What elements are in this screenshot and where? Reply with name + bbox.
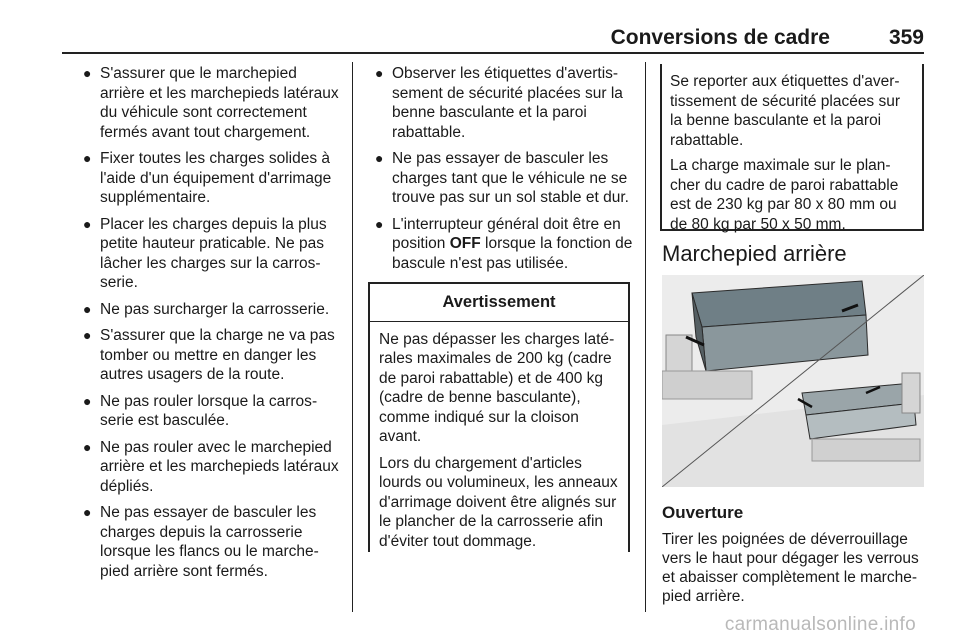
warning-title: Avertissement [370, 284, 628, 322]
list-item: ● L'interrupteur général doit être en position OFF lorsque la fonction de bascule n'est pas utilisée. [375, 215, 633, 272]
note-paragraph-1: Se reporter aux étiquettes d'avertissement de sécurité placées sur la benne basculante et la paroi rabattable. [670, 73, 901, 149]
bullet-icon: ● [83, 150, 92, 166]
switch-position-off: OFF [449, 235, 481, 252]
bullet-list-2 [372, 64, 634, 273]
warning-paragraph-2: Lors du chargement d'articles lourds ou volumineux, les anneaux d'arrimage doivent être alignés sur le plancher de la carrosserie afin d'éviter tout dommage. [379, 454, 618, 550]
list-item: ● Ne pas essayer de basculer les charges depuis la carrosserie lorsque les flancs ou le marchepied arrière sont fermés. [83, 504, 319, 580]
bullet-icon: ● [83, 300, 92, 317]
note-box [660, 64, 924, 231]
list-item: ● Ne pas rouler lorsque la carrosserie est basculée. [83, 392, 318, 429]
header-rule [62, 52, 924, 54]
list-item: ● Ne pas essayer de basculer les charges tant que le véhicule ne se trouve pas sur un sol stable et dur. [375, 150, 629, 206]
bullet-icon: ● [83, 504, 92, 520]
warning-box [368, 282, 630, 552]
list-item: ● Ne pas surcharger la carrosserie. [83, 300, 330, 318]
warning-paragraph-1: Ne pas dépasser les charges latérales maximales de 200 kg (cadre de paroi rabattable) et de 400 kg (cadre de benne basculante), comme indiqué sur la cloison avant. [379, 330, 615, 445]
page-number: 359 [888, 26, 924, 49]
subsection-body: Tirer les poignées de déverrouillage vers le haut pour dégager les verrous et abaisser complètement le marchepied arrière. [662, 531, 919, 605]
list-item: ● Observer les étiquettes d'avertissement de sécurité placées sur la benne basculante et la paroi rabattable. [375, 65, 623, 141]
page-title: Conversions de cadre [610, 26, 830, 49]
column-2 [372, 64, 634, 280]
page-header [0, 0, 960, 56]
bullet-icon: ● [83, 327, 92, 343]
list-item: ● Fixer toutes les charges solides à l'aide d'un équipement d'arrimage supplémentaire. [83, 150, 332, 206]
bullet-icon: ● [375, 150, 384, 166]
column-1 [80, 64, 342, 588]
bullet-icon: ● [83, 65, 92, 81]
list-item: ● S'assurer que le marchepied arrière et les marchepieds latéraux du véhicule sont correctement fermés avant tout chargement. [83, 65, 339, 141]
bullet-list-1 [80, 64, 342, 581]
watermark[interactable]: carmanualsonline.info [724, 614, 916, 635]
list-item: ● Ne pas rouler avec le marchepied arrière et les marchepieds latéraux dépliés. [83, 438, 339, 495]
bullet-icon: ● [83, 438, 92, 455]
column-divider-2 [645, 62, 646, 612]
list-item: ● Placer les charges depuis la plus petite hauteur praticable. Ne pas lâcher les charges sur la carrosserie. [83, 215, 327, 291]
column-divider-1 [352, 62, 353, 612]
bullet-icon: ● [83, 392, 92, 409]
list-item: ● S'assurer que la charge ne va pas tomber ou mettre en danger les autres usagers de la route. [83, 327, 335, 383]
section-title: Marchepied arrière [662, 241, 847, 266]
bullet-icon: ● [375, 215, 384, 232]
bullet-icon: ● [375, 65, 384, 81]
subsection-title: Ouverture [662, 503, 744, 522]
truck-bed-illustration-icon [662, 275, 924, 487]
warning-body [370, 322, 628, 552]
tailgate-illustration [662, 275, 924, 487]
bullet-icon: ● [83, 215, 92, 232]
note-paragraph-2: La charge maximale sur le plancher du cadre de paroi rabattable est de 230 kg par 80 x 80 mm ou de 80 kg par 50 x 50 mm. [670, 157, 899, 233]
